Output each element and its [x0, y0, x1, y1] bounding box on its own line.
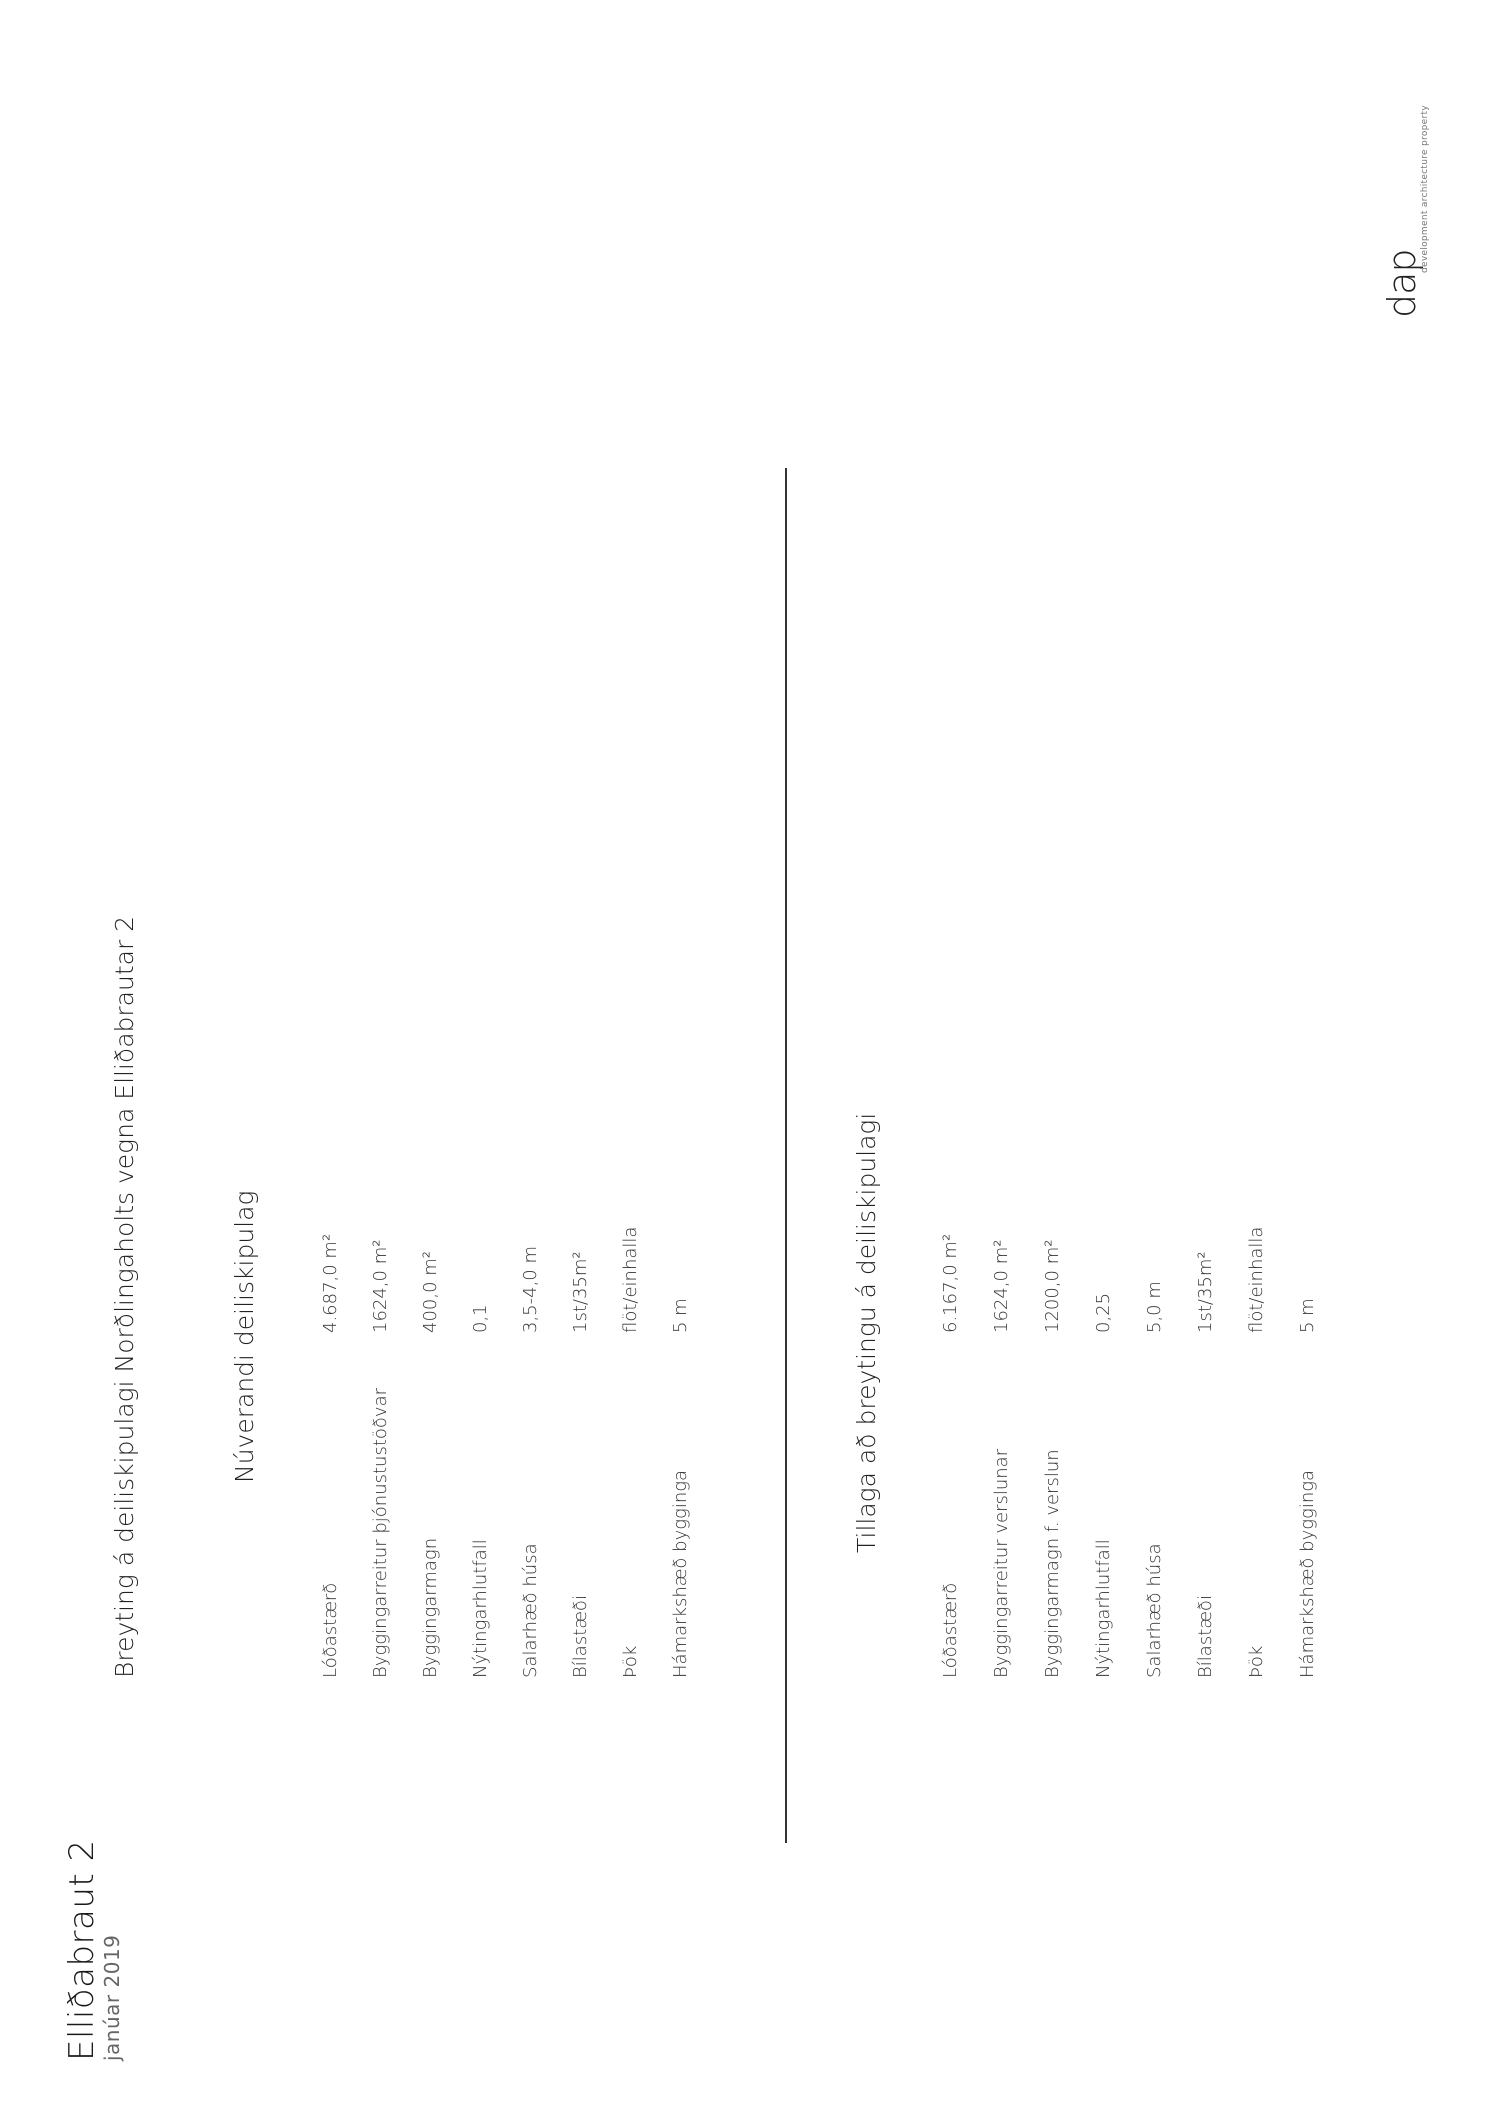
proposed-row-label: Hámarkshæð bygginga	[1297, 1469, 1318, 1678]
proposed-row-label: Byggingarreitur verslunar	[991, 1448, 1012, 1678]
current-row-label: Hámarkshæð bygginga	[670, 1469, 691, 1678]
project-title: Elliðabraut 2	[62, 1839, 102, 2061]
proposed-row-value: 1624,0 m²	[991, 1239, 1012, 1333]
current-row-value: 4.687,0 m²	[320, 1233, 341, 1333]
current-row-value: 5 m	[670, 1298, 691, 1333]
proposed-row-value: 0,25	[1093, 1292, 1114, 1333]
project-date: janúar 2019	[100, 1934, 124, 2061]
current-row-label: Nýtingarhlutfall	[470, 1539, 491, 1678]
current-row-label: Lóðastærð	[320, 1582, 341, 1678]
current-row-value: flöt/einhalla	[620, 1226, 641, 1333]
current-row-value: 3,5-4,0 m	[520, 1245, 541, 1333]
current-row-label: Bílastæði	[570, 1595, 591, 1678]
proposed-row-value: 5,0 m	[1144, 1281, 1165, 1333]
proposed-row-value: 5 m	[1297, 1298, 1318, 1333]
current-row-label: Salarhæð húsa	[520, 1543, 541, 1678]
current-row-value: 400,0 m²	[420, 1250, 441, 1333]
proposed-row-label: Lóðastærð	[940, 1582, 961, 1678]
logo-tagline: development architecture property	[1420, 105, 1430, 273]
proposed-row-label: Þök	[1246, 1645, 1267, 1678]
current-plan-title: Núverandi deiliskipulag	[230, 1190, 259, 1483]
current-row-value: 1624,0 m²	[370, 1239, 391, 1333]
proposed-row-value: 1st/35m²	[1195, 1251, 1216, 1333]
proposed-row-value: 1200,0 m²	[1042, 1239, 1063, 1333]
current-row-value: 1st/35m²	[570, 1251, 591, 1333]
proposed-row-label: Byggingarmagn f. verslun	[1042, 1449, 1063, 1678]
section-divider	[785, 468, 787, 1843]
proposed-row-value: flöt/einhalla	[1246, 1226, 1267, 1333]
current-row-label: Þök	[620, 1645, 641, 1678]
proposed-row-label: Nýtingarhlutfall	[1093, 1539, 1114, 1678]
current-row-label: Byggingarreitur þjónustustöðvar	[370, 1388, 391, 1678]
proposed-row-value: 6.167,0 m²	[940, 1233, 961, 1333]
proposed-row-label: Bílastæði	[1195, 1595, 1216, 1678]
document-title: Breyting á deiliskipulagi Norðlingaholts vegna Elliðabrautar 2	[110, 915, 139, 1678]
dap-logo: dap	[1380, 249, 1424, 318]
current-row-value: 0,1	[470, 1304, 491, 1333]
proposed-row-label: Salarhæð húsa	[1144, 1543, 1165, 1678]
current-row-label: Byggingarmagn	[420, 1537, 441, 1678]
proposed-plan-title: Tillaga að breytingu á deiliskipulagi	[852, 1112, 881, 1553]
